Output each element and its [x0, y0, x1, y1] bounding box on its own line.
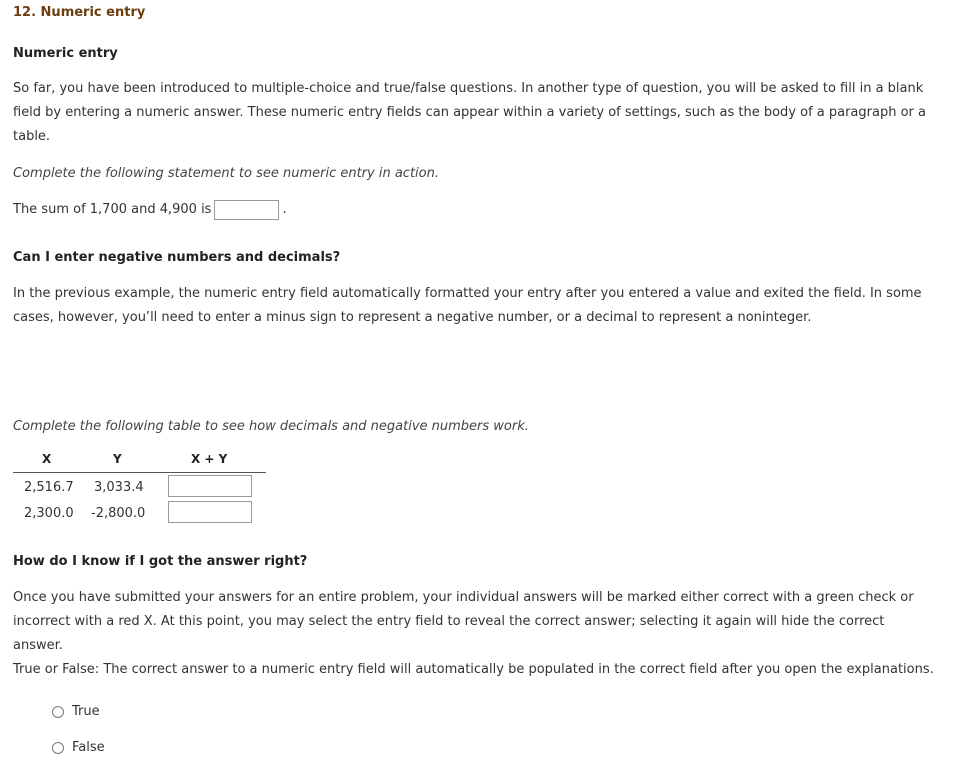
section-heading-numeric-entry: Numeric entry — [13, 46, 118, 61]
radio-option-true[interactable] — [52, 704, 100, 719]
true-false-question: True or False: The correct answer to a numeric entry field will automatically be populated in the correct field after you open the explanations. — [13, 662, 934, 677]
feedback-paragraph: Once you have submitted your answers for an entire problem, your individual answers will be marked either correct with a green check or incorrect with a red X. At this point, you may select the entry field to reveal the correct answer; selecting it again will hide the correct answer. — [13, 590, 914, 653]
table-sum-input-row1[interactable] — [168, 475, 252, 497]
radio-label-false: False — [72, 740, 105, 755]
statement-sentence — [13, 199, 287, 221]
radio-option-false[interactable] — [52, 740, 105, 755]
table-sum-input-row2[interactable] — [168, 501, 252, 523]
section-heading-negatives: Can I enter negative numbers and decimals? — [13, 250, 341, 265]
table-header-y: Y — [113, 452, 122, 466]
table-cell-x: 2,516.7 — [24, 480, 74, 495]
table-cell-y: -2,800.0 — [91, 506, 146, 521]
table-cell-y: 3,033.4 — [94, 480, 144, 495]
statement-instruction: Complete the following statement to see numeric entry in action. — [13, 166, 439, 181]
table-cell-x: 2,300.0 — [24, 506, 74, 521]
radio-label-true: True — [72, 704, 100, 719]
statement-prefix: The sum of 1,700 and 4,900 is — [13, 202, 212, 217]
intro-paragraph: So far, you have been introduced to multiple-choice and true/false questions. In another type of question, you will be asked to fill in a blank field by entering a numeric answer. These numeric entry fields can appear within a variety of settings, such as the body of a paragraph or a table. — [13, 81, 926, 144]
question-title: 12. Numeric entry — [13, 5, 146, 20]
section-heading-feedback: How do I know if I got the answer right? — [13, 554, 308, 569]
table-header-sum: X + Y — [191, 452, 228, 466]
statement-suffix: . — [282, 202, 287, 217]
table-header-divider — [13, 472, 266, 473]
negatives-paragraph: In the previous example, the numeric entry field automatically formatted your entry after you entered a value and exited the field. In some cases, however, you’ll need to enter a minus sign to represent a negative number, or a decimal to represent a noninteger. — [13, 286, 922, 325]
radio-button-icon[interactable] — [52, 742, 64, 754]
radio-button-icon[interactable] — [52, 706, 64, 718]
table-header-x: X — [42, 452, 52, 466]
table-instruction: Complete the following table to see how decimals and negative numbers work. — [13, 419, 529, 434]
sum-answer-input[interactable] — [214, 200, 279, 220]
